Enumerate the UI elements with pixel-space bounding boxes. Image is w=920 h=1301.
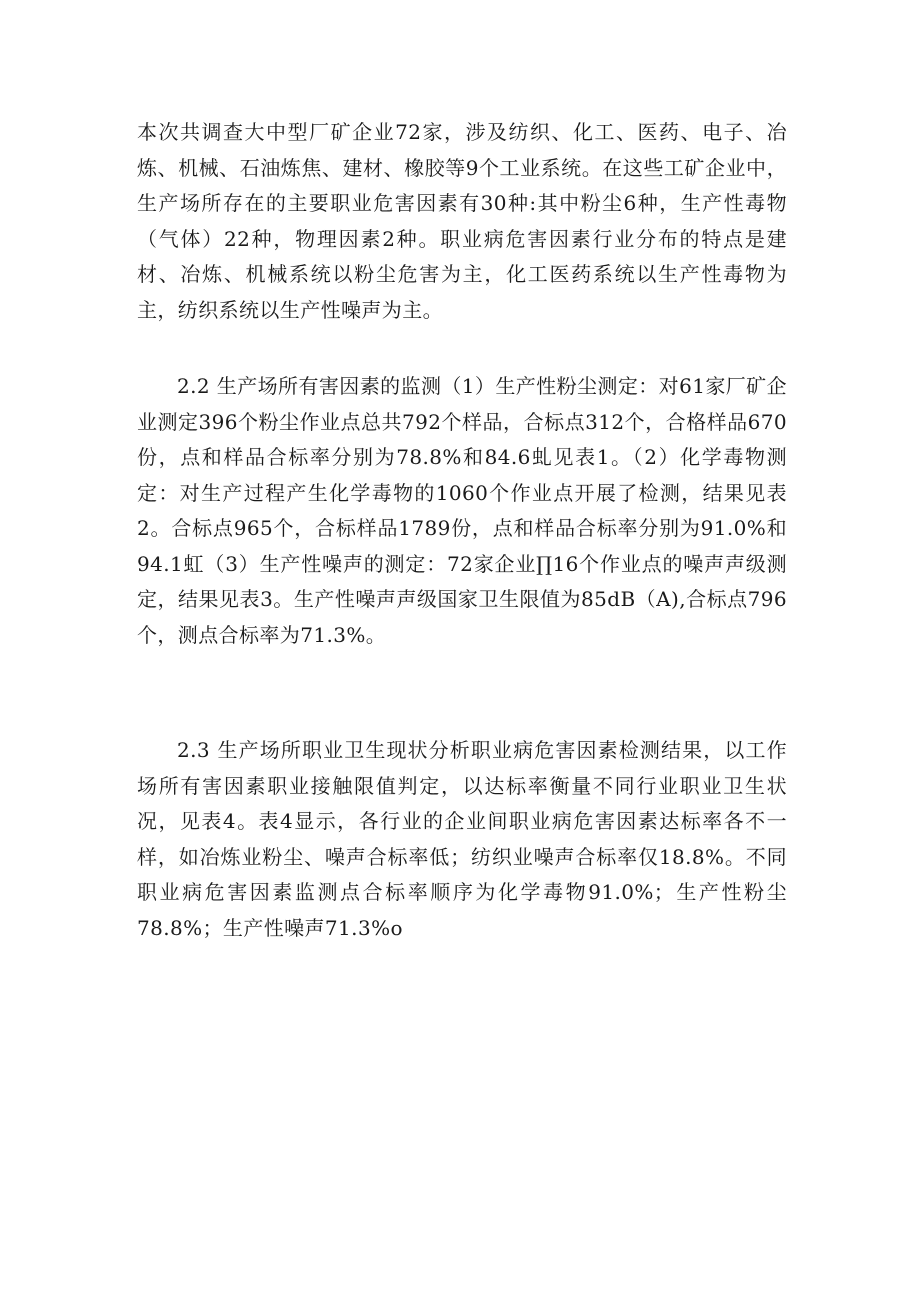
paragraph-text: 2.2 生产场所有害因素的监测（1）生产性粉尘测定：对61家厂矿企业测定396个粉尘作业点总共792个样品，合标点312个，合格样品670份，点和样品合标率分别为78.8%和84.6虬见表1。（2）化学毒物测定：对生产过程产生化学毒物的1060个作业点开展了检测，结果见表2。合标点965个，合标样品1789份，点和样品合标率分别为91.0%和94.1虹（3）生产性噪声的测定：72家企业∏16个作业点的噪声声级测定，结果见表3。生产性噪声声级国家卫生限值为85dB（A),合标点796个，测点合标率为71.3%。 — [137, 374, 787, 647]
paragraph-text: 本次共调查大中型厂矿企业72家，涉及纺织、化工、医药、电子、冶炼、机械、石油炼焦、建材、橡胶等9个工业系统。在这些工矿企业中，生产场所存在的主要职业危害因素有30种:其中粉尘6种，生产性毒物（气体）22种，物理因素2种。职业病危害因素行业分布的特点是建材、冶炼、机械系统以粉尘危害为主，化工医药系统以生产性毒物为主，纺织系统以生产性噪声为主。 — [137, 120, 787, 322]
paragraph-section-2-2 — [137, 369, 787, 653]
paragraph-survey-overview — [137, 115, 787, 328]
paragraph-text: 2.3 生产场所职业卫生现状分析职业病危害因素检测结果，以工作场所有害因素职业接触限值判定，以达标率衡量不同行业职业卫生状况，见表4。表4显示，各行业的企业间职业病危害因素达标率各不一样，如冶炼业粉尘、噪声合标率低；纺织业噪声合标率仅18.8%。不同职业病危害因素监测点合标率顺序为化学毒物91.0%；生产性粉尘78.8%；生产性噪声71.3%o — [137, 738, 787, 940]
paragraph-section-2-3 — [137, 733, 787, 946]
